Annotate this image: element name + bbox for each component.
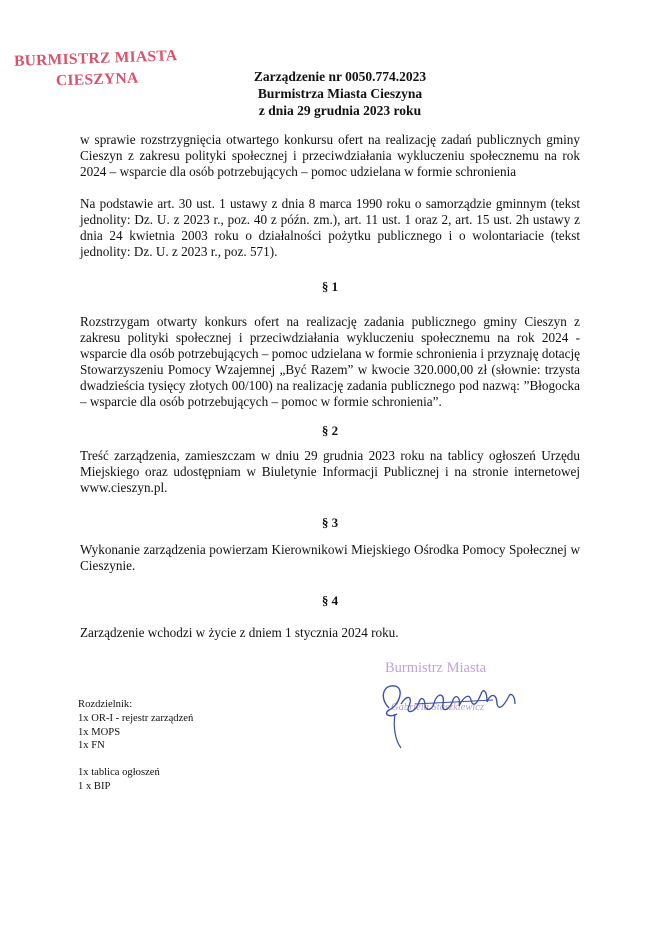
distribution-list <box>78 698 193 794</box>
section-3-mark <box>80 515 580 531</box>
signature-stamp-name: Gabriela Staszkiewicz <box>391 702 485 713</box>
section-4-mark <box>80 593 580 609</box>
stamp-line-1: BURMISTRZ MIASTA <box>13 47 178 70</box>
signature-block <box>383 660 583 750</box>
section-mark: § 4 <box>321 593 339 608</box>
distribution-heading: Rozdzielnik: <box>78 699 133 710</box>
section-text: Rozstrzygam otwarty konkurs ofert na realizację zadania publicznego gminy Cieszyn z zakresu polityki społecznej i przeciwdziałania wykluczeniu społecznemu na rok 2024 - wsparcie dla osób potrzebujących – pomoc udzielana w formie schronienia i przyznaję dotację Stowarzyszeniu Pomocy Wzajemnej „Być Razem” w kwocie 320.000,00 zł (słownie: trzysta dwadzieścia tysięcy złotych 00/100) na realizację zadania publicznego pod nazwą: ”Błogocka – wsparcie dla osób potrzebujących – pomoc w formie schronienia”. <box>80 314 580 409</box>
distribution-item: 1x MOPS <box>78 726 121 738</box>
section-mark: § 1 <box>321 279 339 294</box>
document-subject <box>80 132 580 180</box>
distribution-item: 1x tablica ogłoszeń <box>78 767 160 779</box>
document-issuer: Burmistrza Miasta Cieszyna <box>257 86 423 101</box>
legal-basis <box>80 196 580 260</box>
distribution-item: 1 x BIP <box>78 780 111 792</box>
section-mark: § 2 <box>321 423 339 438</box>
section-4-body <box>80 625 580 641</box>
section-2-mark <box>80 423 580 439</box>
mayor-red-stamp <box>13 47 204 100</box>
distribution-item: 1x OR-I - rejestr zarządzeń <box>78 712 194 724</box>
legal-basis-text: Na podstawie art. 30 ust. 1 ustawy z dnia 8 marca 1990 roku o samorządzie gminnym (tekst jednolity: Dz. U. z 2023 r., poz. 40 z późn. zm.), art. 11 ust. 1 oraz 2, art. 15 ust. 2h ustawy z dnia 24 kwietnia 2003 roku o działalności pożytku publicznego i o wolontariacie (tekst jednolity: Dz. U. z 2023 r., poz. 571). <box>80 196 580 259</box>
document-header <box>200 68 480 119</box>
signature-stamp-title: Burmistrz Miasta <box>385 660 487 676</box>
section-mark: § 3 <box>321 515 339 530</box>
section-text: Zarządzenie wchodzi w życie z dniem 1 stycznia 2024 roku. <box>80 625 399 640</box>
section-3-body <box>80 542 580 574</box>
section-text: Wykonanie zarządzenia powierzam Kierownikowi Miejskiego Ośrodka Pomocy Społecznej w Cieszynie. <box>80 542 580 573</box>
subject-text: w sprawie rozstrzygnięcia otwartego konkursu ofert na realizację zadań publicznych gminy Cieszyn z zakresu polityki społecznej i przeciwdziałania wykluczeniu społecznemu na rok 2024 – wsparcie dla osób potrzebujących – pomoc udzielana w formie schronienia <box>80 132 580 179</box>
stamp-line-2: CIESZYNA <box>55 69 139 90</box>
handwritten-signature <box>375 674 525 754</box>
document-title: Zarządzenie nr 0050.774.2023 <box>253 69 427 84</box>
section-text: Treść zarządzenia, zamieszczam w dniu 29 grudnia 2023 roku na tablicy ogłoszeń Urzędu Miejskiego oraz udostępniam w Biuletynie Informacji Publicznej i na stronie internetowej www.cieszyn.pl. <box>80 448 580 495</box>
distribution-item: 1x FN <box>78 740 105 752</box>
document-date: z dnia 29 grudnia 2023 roku <box>258 103 422 118</box>
section-1-mark <box>80 279 580 295</box>
section-1-body <box>80 314 580 410</box>
section-2-body <box>80 448 580 496</box>
